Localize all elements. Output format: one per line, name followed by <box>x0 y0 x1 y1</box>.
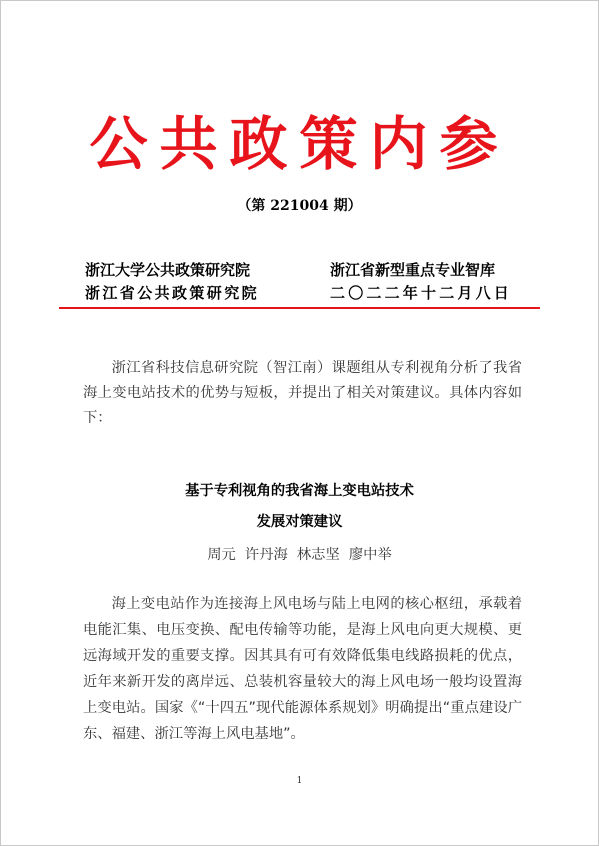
publisher-name: 浙江大学公共政策研究院 <box>85 261 251 279</box>
publish-date: 二〇二二年十二月八日 <box>330 284 513 302</box>
think-tank-label: 浙江省新型重点专业智库 <box>330 261 496 279</box>
header-row-1 <box>85 259 540 280</box>
institute-name: 浙江省公共政策研究院 <box>85 284 260 302</box>
page-number: 1 <box>296 776 303 786</box>
issue-number: （第 221004 期） <box>237 198 362 214</box>
body-paragraph: 海上变电站作为连接海上风电场与陆上电网的核心枢纽，承载着电能汇集、电压变换、配电传输等功能，是海上风电向更大规模、更远海域开发的重要支撑。因其具有可有效降低集电线路损耗的优点，近年来新开发的离岸远、总装机容量较大的海上风电场一般均设置海上变电站。国家《“十四五”现代能源体系规划》明确提出“重点建设广东、福建、浙江等海上风电基地”。 <box>83 596 522 742</box>
article-title-line-1: 基于专利视角的我省海上变电站技术 <box>185 483 414 499</box>
header-row-2 <box>85 282 540 303</box>
header-divider <box>59 307 540 309</box>
masthead-title: 公共政策内参 <box>89 110 510 178</box>
article-title-line-2: 发展对策建议 <box>256 514 343 530</box>
article-authors: 周元 许丹海 林志坚 廖中举 <box>207 547 392 563</box>
intro-paragraph: 浙江省科技信息研究院（智江南）课题组从专利视角分析了我省海上变电站技术的优势与短板，并提出了相关对策建议。具体内容如下： <box>83 360 522 426</box>
